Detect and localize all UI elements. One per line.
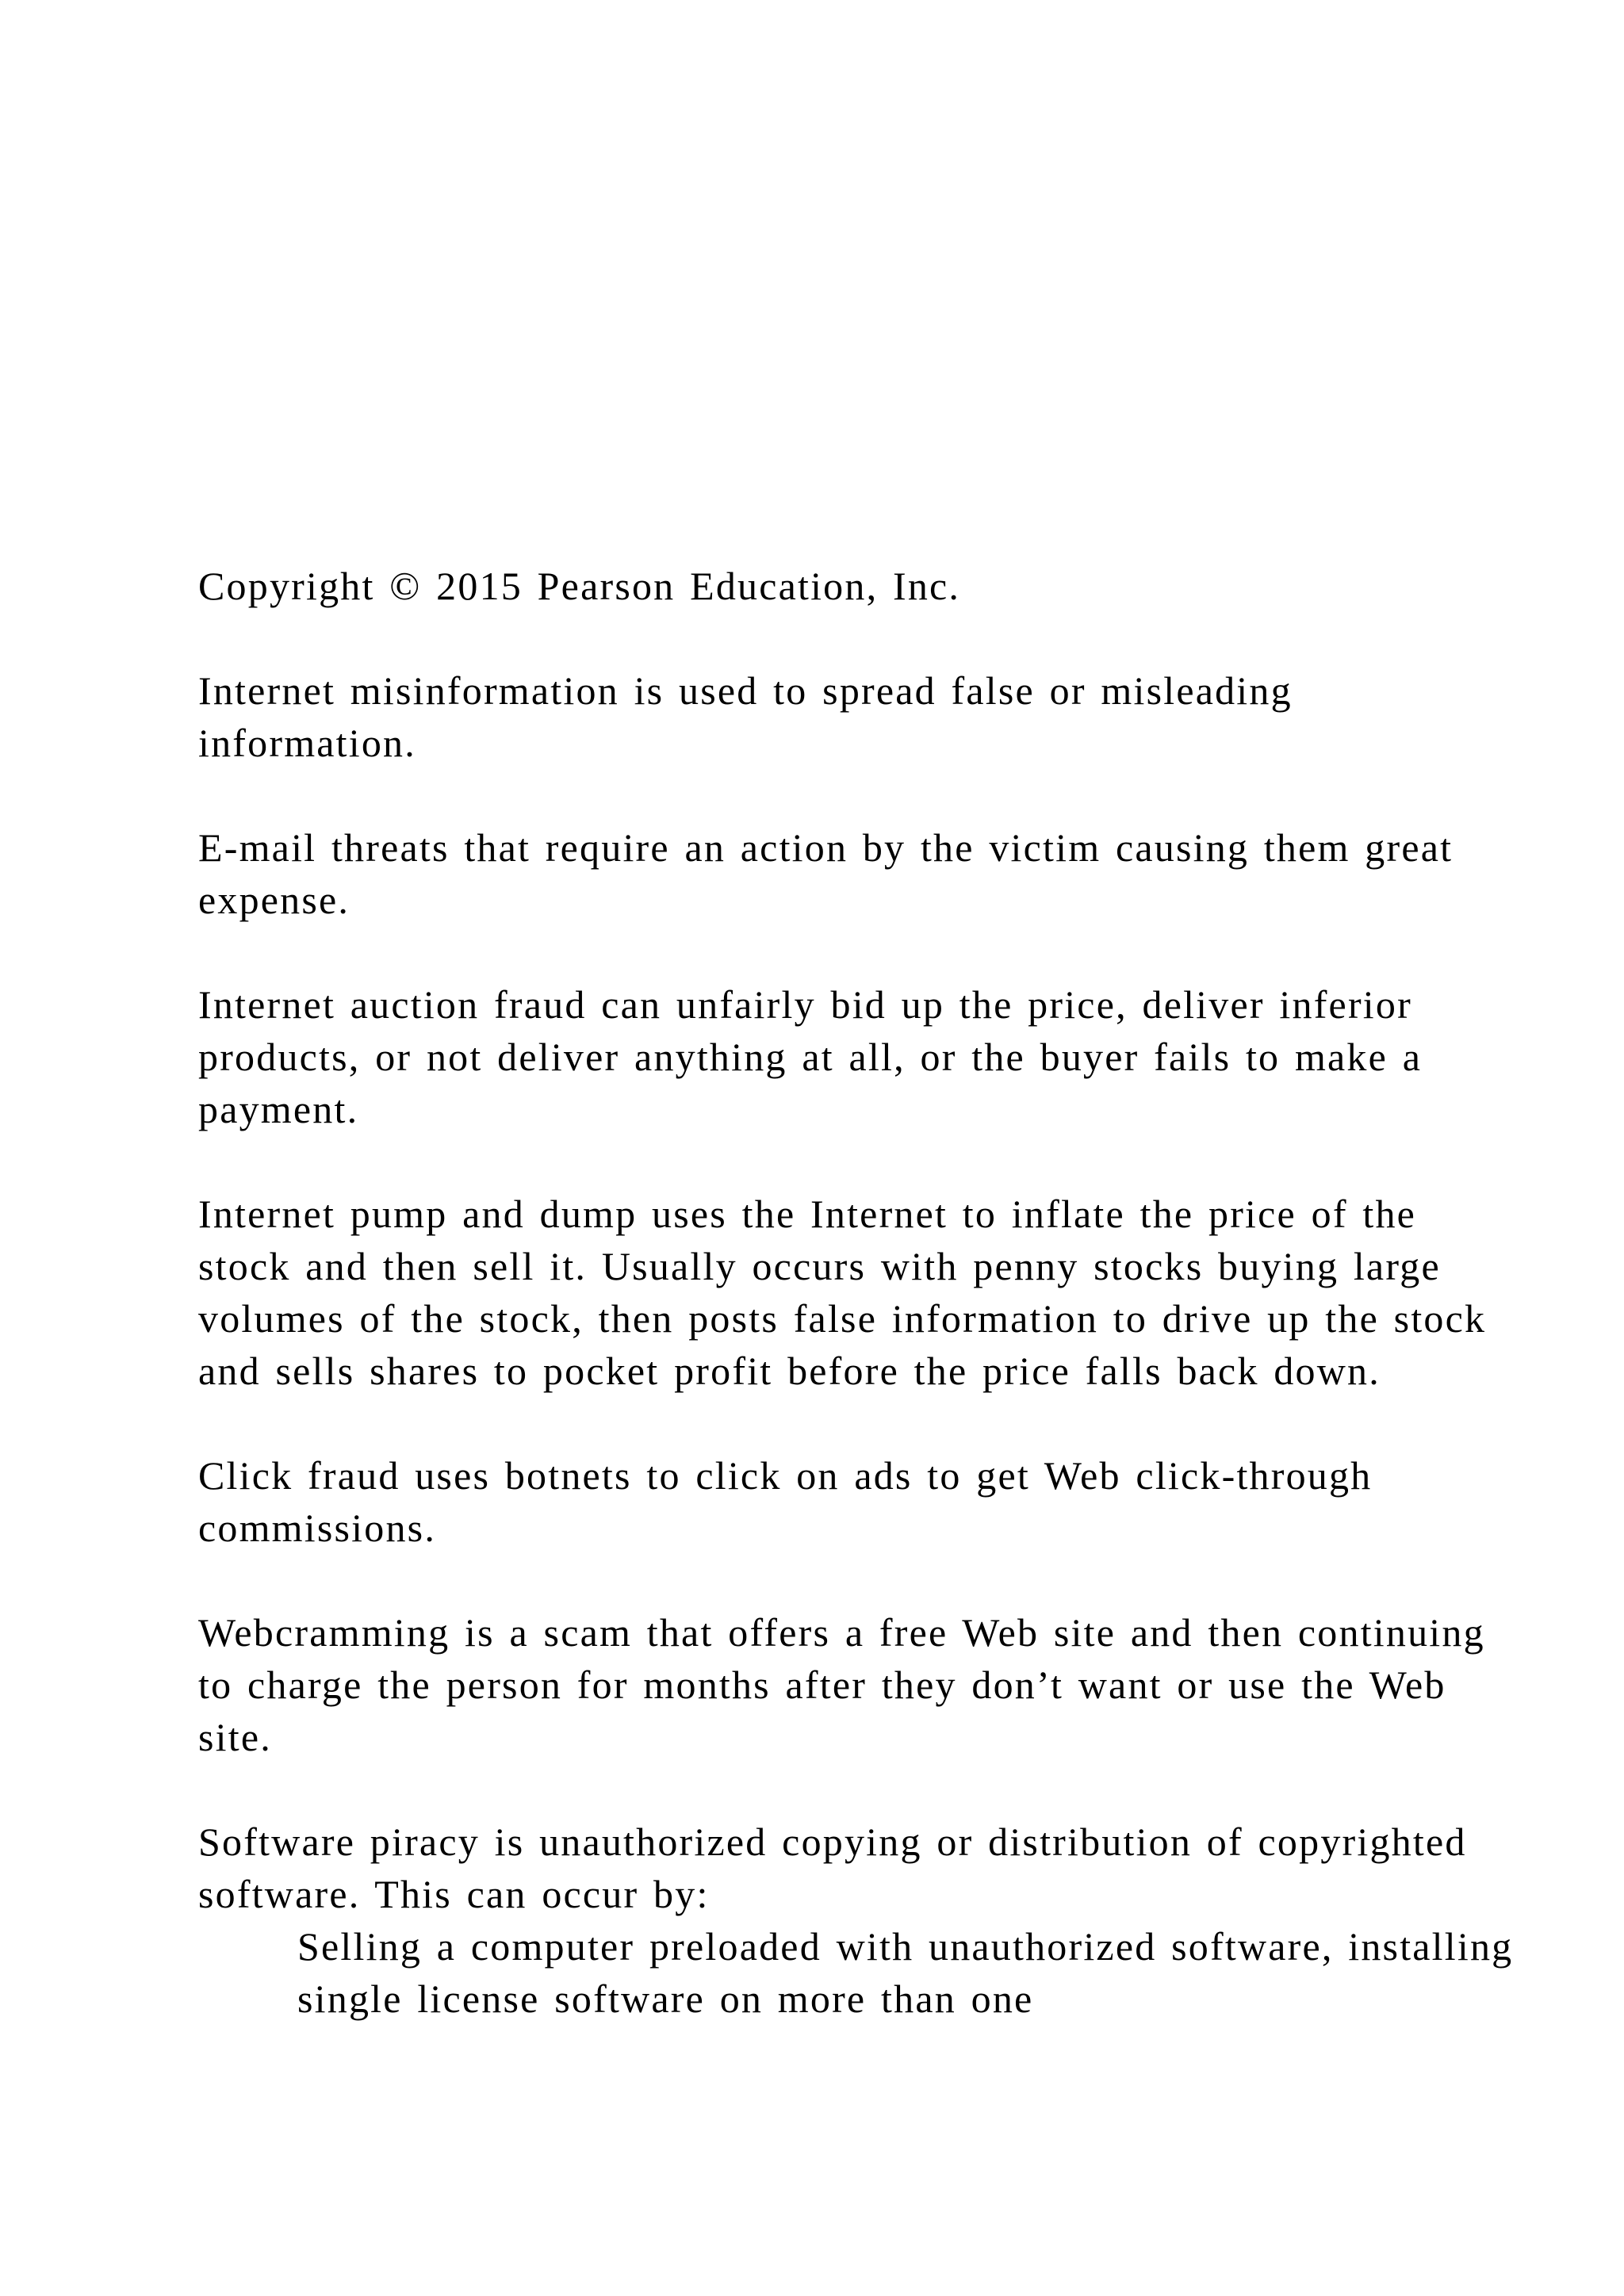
piracy-detail: Selling a computer preloaded with unauthorized software, installing single license software on more than one bbox=[297, 1924, 1514, 2021]
paragraph-webcramming: Webcramming is a scam that offers a free Web site and then continuing to charge the person for months after they don’t want or use the Web site. bbox=[198, 1610, 1485, 1759]
paragraph-software-piracy bbox=[198, 1816, 1515, 2025]
copyright-line: Copyright © 2015 Pearson Education, Inc. bbox=[198, 564, 961, 608]
piracy-intro: Software piracy is unauthorized copying or distribution of copyrighted software. This can occur by: bbox=[198, 1820, 1467, 1916]
document-body bbox=[198, 560, 1515, 2025]
paragraph-auction-fraud: Internet auction fraud can unfairly bid up the price, deliver inferior products, or not deliver anything at all, or the buyer fails to make a payment. bbox=[198, 982, 1423, 1131]
paragraph-pump-and-dump: Internet pump and dump uses the Internet to inflate the price of the stock and then sell it. Usually occurs with penny stocks buying large volumes of the stock, then posts false information to drive up the stock and sells shares to pocket profit before the price falls back down. bbox=[198, 1192, 1487, 1393]
paragraph-email-threats: E-mail threats that require an action by the victim causing them great expense. bbox=[198, 825, 1454, 922]
paragraph-misinformation: Internet misinformation is used to spread false or misleading information. bbox=[198, 668, 1293, 765]
paragraph-click-fraud: Click fraud uses botnets to click on ads to get Web click-through commissions. bbox=[198, 1453, 1373, 1550]
